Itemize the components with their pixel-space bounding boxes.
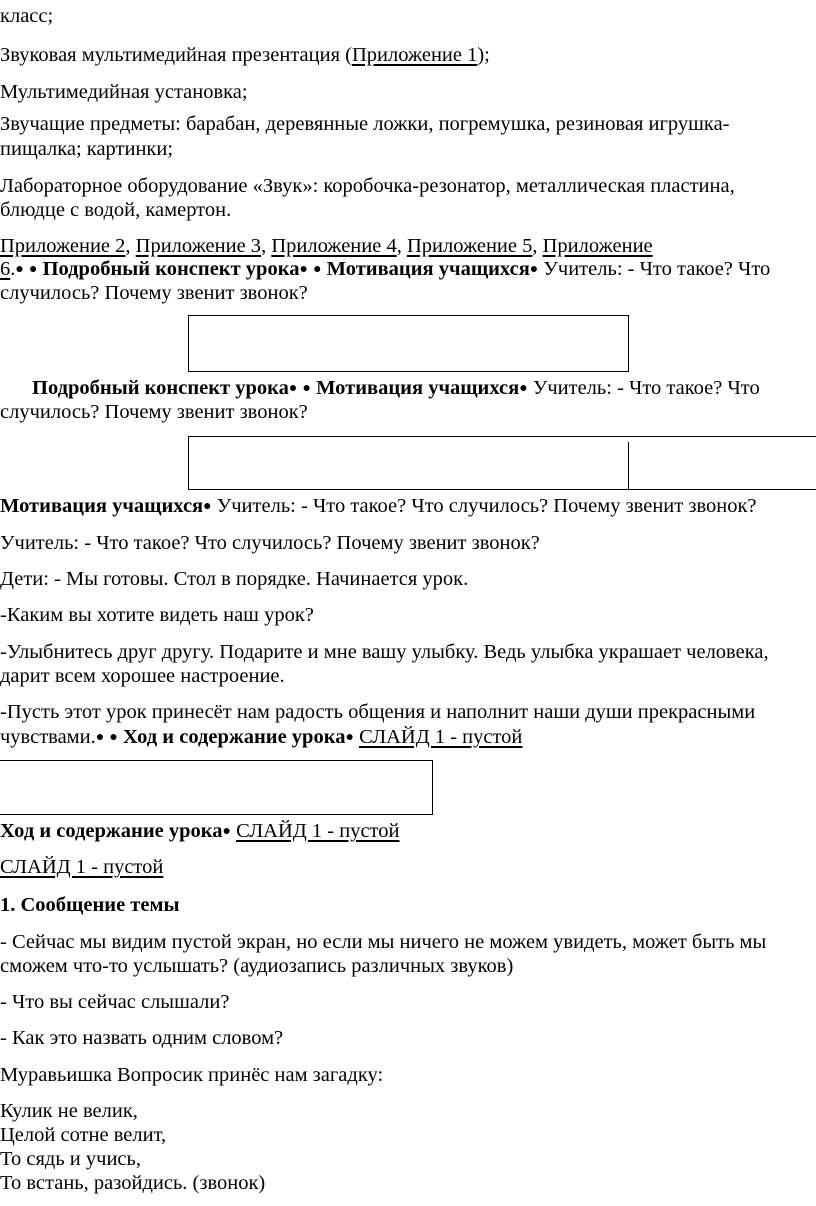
bullet-icon: ● — [519, 381, 528, 396]
text-line: - Сейчас мы видим пустой экран, но если мы ничего не можем увидеть, может быть мы — [0, 931, 767, 953]
appendix-links: Приложение 2, Приложение 3, Приложение 4, Приложение 5, Приложение — [0, 235, 653, 257]
riddle-line: Кулик не велик, — [0, 1100, 138, 1122]
bullet-icon: ● — [313, 262, 322, 277]
bullet-icon: ● — [529, 262, 539, 277]
text-line: -Пусть этот урок принесёт нам радость общения и наполнит наши души прекрасными — [0, 701, 756, 723]
frame-line — [188, 436, 189, 490]
heading-motivation: Мотивация учащихся — [326, 258, 530, 280]
link-appendix-3[interactable]: Приложение 3 — [135, 235, 262, 257]
bullet-icon: ● — [95, 730, 105, 745]
text-line: - Как это назвать одним словом? — [0, 1027, 284, 1049]
bullet-icon: ● — [222, 824, 231, 839]
text-line: - Что вы сейчас слышали? — [0, 991, 230, 1013]
frame-line — [188, 489, 816, 490]
heading-motivation: Мотивация учащихся — [0, 495, 204, 517]
text-line: случилось? Почему звенит звонок? — [0, 282, 308, 304]
empty-frame — [188, 315, 629, 372]
bullet-icon: ● — [299, 262, 308, 277]
text-line — [0, 893, 816, 917]
text-line: -Улыбнитесь друг другу. Подарите и мне вашу улыбку. Ведь улыбка украшает человека, — [0, 641, 769, 663]
riddle-line: То сядь и учись, — [0, 1148, 141, 1170]
text-line: класс; — [0, 5, 54, 27]
bullet-icon: ● — [203, 499, 212, 514]
text-line: Мотивация учащихся● Учитель: - Что такое? Что случилось? Почему звенит звонок? — [0, 495, 757, 517]
link-appendix-6[interactable]: Приложение — [542, 235, 653, 257]
bullet-icon: ● — [15, 262, 24, 277]
text-line: Муравьишка Вопросик принёс нам загадку: — [0, 1064, 384, 1086]
bullet-icon: ● — [109, 730, 118, 745]
text-line: Подробный конспект урока● ● Мотивация учащихся● Учитель: - Что такое? Что — [32, 377, 760, 399]
bullet-icon: ● — [288, 381, 298, 396]
text-line: блюдце с водой, камертон. — [0, 199, 232, 221]
text-line — [0, 819, 816, 844]
frame-line — [432, 760, 433, 815]
bullet-icon: ● — [345, 730, 354, 745]
link-slide-1[interactable]: СЛАЙД 1 - пустой — [359, 726, 523, 748]
heading-detailed-plan: Подробный конспект урока — [42, 258, 300, 280]
text-line: сможем что-то услышать? (аудиозапись различных звуков) — [0, 955, 514, 977]
text-line: Звучащие предметы: барабан, деревянные ложки, погремушка, резиновая игрушка- — [0, 113, 730, 135]
heading-course: Ход и содержание урока — [122, 726, 346, 748]
heading-motivation: Мотивация учащихся — [316, 377, 520, 399]
link-appendix-4[interactable]: Приложение 4 — [271, 235, 397, 257]
text-line: Звуковая мультимедийная презентация (Приложение 1); — [0, 44, 490, 66]
text-line: пищалка; картинки; — [0, 138, 174, 160]
link-slide-1[interactable]: СЛАЙД 1 - пустой — [236, 820, 400, 842]
text-line: 6.● ● Подробный конспект урока● ● Мотивация учащихся● Учитель: - Что такое? Что — [0, 258, 771, 280]
heading-course: Ход и содержание урока — [0, 820, 223, 842]
text-line: -Каким вы хотите видеть наш урок? — [0, 604, 314, 626]
link-appendix-1[interactable]: Приложение 1 — [351, 44, 478, 66]
frame-line — [188, 436, 816, 437]
riddle-line: То встань, разойдись. (звонок) — [0, 1172, 266, 1194]
frame-line — [0, 760, 433, 761]
text-line: Мультимедийная установка; — [0, 81, 248, 103]
link-slide-1[interactable]: СЛАЙД 1 - пустой — [0, 856, 164, 878]
text-line: случилось? Почему звенит звонок? — [0, 401, 308, 423]
link-appendix-2[interactable]: Приложение 2 — [0, 235, 126, 257]
text-line: дарит всем хорошее настроение. — [0, 665, 285, 687]
link-appendix-6-cont[interactable]: 6 — [0, 258, 11, 280]
frame-line — [628, 442, 629, 490]
text-line: чувствами.● ● Ход и содержание урока● СЛАЙД 1 - пустой — [0, 726, 523, 748]
riddle-line: Целой сотне велит, — [0, 1124, 167, 1146]
bullet-icon: ● — [302, 381, 311, 396]
text-line: Лабораторное оборудование «Звук»: коробочка-резонатор, металлическая пластина, — [0, 175, 735, 197]
heading-topic: 1. Сообщение темы — [0, 894, 180, 916]
text-line — [0, 855, 816, 879]
link-appendix-5[interactable]: Приложение 5 — [406, 235, 533, 257]
bullet-icon: ● — [28, 262, 38, 277]
heading-detailed-plan: Подробный конспект урока — [32, 377, 289, 399]
text-line: Дети: - Мы готовы. Стол в порядке. Начинается урок. — [0, 568, 469, 590]
frame-line — [0, 814, 433, 815]
text-line: Учитель: - Что такое? Что случилось? Почему звенит звонок? — [0, 532, 540, 554]
